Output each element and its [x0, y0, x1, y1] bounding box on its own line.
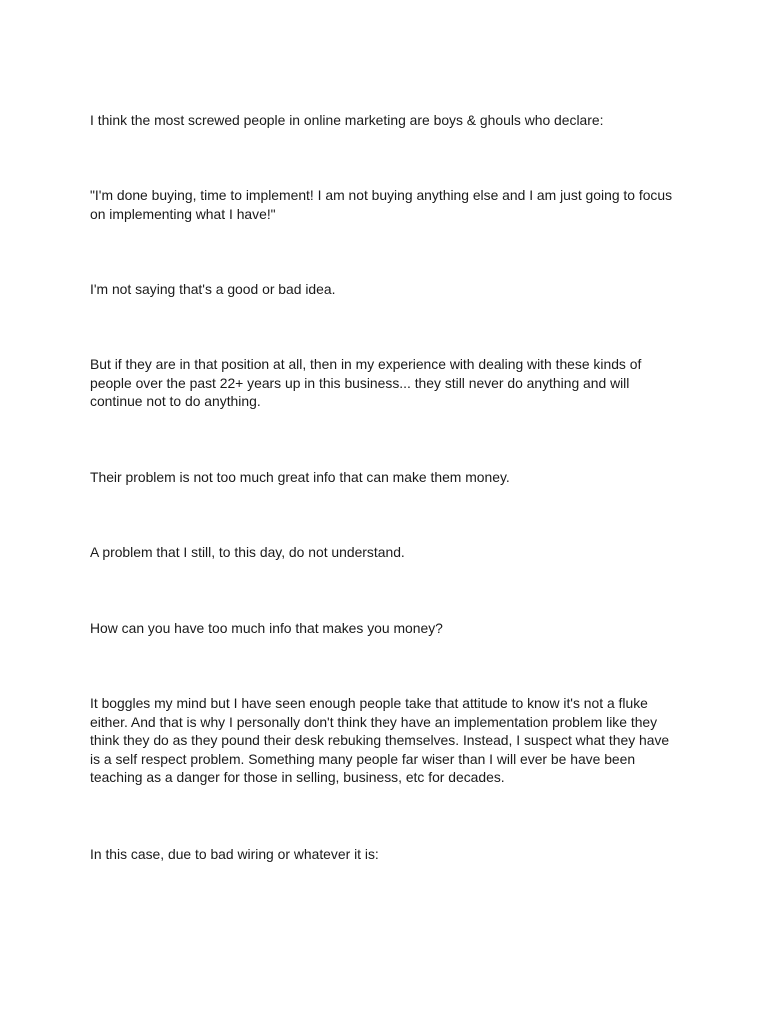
paragraph-quote: "I'm done buying, time to implement! I am not buying anything else and I am just going to focus on implementing what I have!"	[90, 187, 673, 222]
paragraph-experience: But if they are in that position at all, then in my experience with dealing with these kinds of people over the past 22+ years up in this business... they still never do anything and will continue not to do anything.	[90, 356, 642, 410]
paragraph-question: How can you have too much info that makes you money?	[90, 620, 443, 636]
paragraph-dont-understand: A problem that I still, to this day, do not understand.	[90, 544, 405, 560]
paragraph-this-case: In this case, due to bad wiring or whatever it is:	[90, 846, 379, 862]
paragraph-not-saying: I'm not saying that's a good or bad idea.	[90, 281, 336, 297]
paragraph-declaration-intro: I think the most screwed people in online marketing are boys & ghouls who declare:	[90, 112, 604, 128]
paragraph-self-respect: It boggles my mind but I have seen enough people take that attitude to know it's not a fluke either. And that is why I personally don't think they have an implementation problem like they think they do as they pound their desk rebuking themselves. Instead, I suspect what they have is a self respect problem. Something many people far wiser than I will ever be have been teaching as a danger for those in selling, business, etc for decades.	[90, 695, 670, 786]
paragraph-their-problem: Their problem is not too much great info that can make them money.	[90, 469, 510, 485]
